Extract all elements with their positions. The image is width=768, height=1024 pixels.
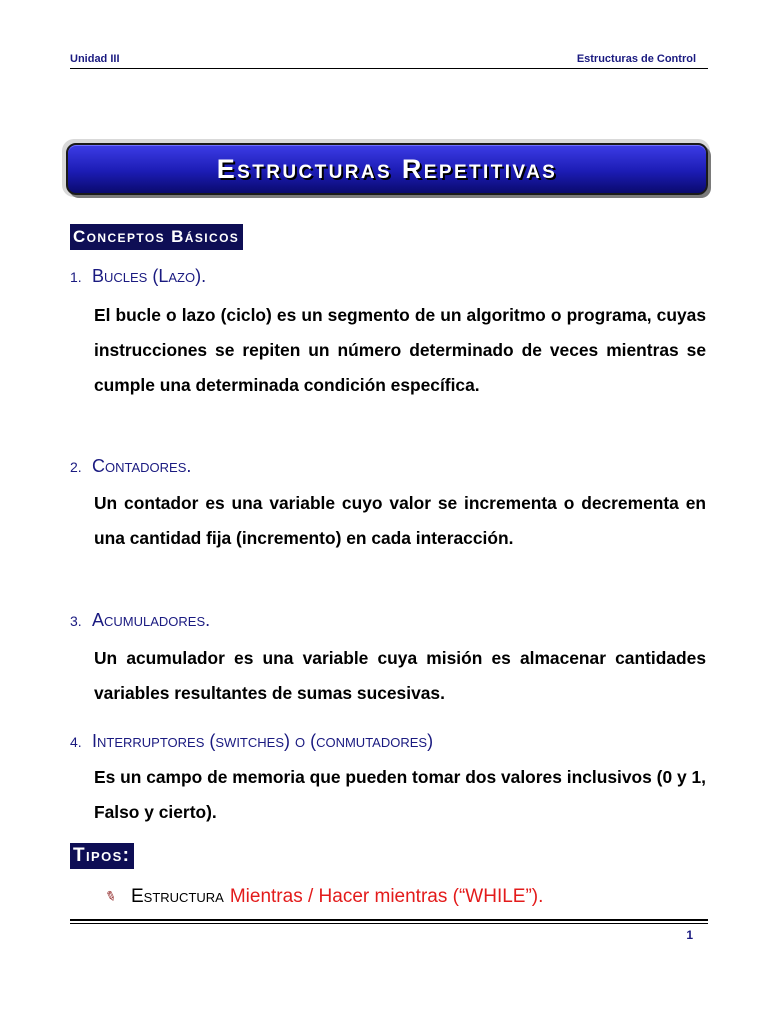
item-title: Interruptores (switches) o (conmutadores) — [92, 731, 434, 751]
page-number: 1 — [686, 928, 693, 942]
type-prefix: Estructura — [131, 886, 224, 907]
item-text-accumulators: Un acumulador es una variable cuya misión es almacenar cantidades variables resultantes de sumas sucesivas. — [94, 648, 706, 703]
item-number: 4. — [70, 734, 82, 750]
page-title: Estructuras Repetitivas — [216, 153, 558, 184]
title-banner — [66, 143, 708, 195]
section-basic-concepts: Conceptos Básicos — [70, 224, 243, 250]
item-title: Contadores. — [92, 456, 192, 476]
section-types: Tipos: — [70, 843, 134, 869]
header-subject: Estructuras de Control — [576, 53, 696, 65]
item-heading-loops — [70, 266, 206, 287]
item-number: 3. — [70, 613, 82, 629]
item-heading-counters — [70, 456, 191, 477]
type-while-line — [105, 886, 543, 908]
footer-divider-thin — [70, 923, 708, 924]
item-title: Bucles (Lazo). — [92, 266, 207, 286]
item-text-switches: Es un campo de memoria que pueden tomar dos valores inclusivos (0 y 1, Falso y cierto). — [94, 767, 706, 822]
item-title: Acumuladores. — [92, 610, 211, 630]
pencil-bullet-icon: ✎ — [103, 887, 119, 906]
item-text-counters: Un contador es una variable cuyo valor se incrementa o decrementa en una cantidad fija (incremento) en cada interacción. — [94, 493, 706, 548]
item-number: 1. — [70, 269, 82, 285]
header-unit: Unidad III — [70, 53, 120, 65]
footer-divider — [70, 919, 708, 921]
item-text-loops: El bucle o lazo (ciclo) es un segmento de un algoritmo o programa, cuyas instrucciones se repiten un número determinado de veces mientras se cumple una determinada condición específica. — [94, 305, 706, 395]
item-heading-accumulators — [70, 610, 210, 631]
header-divider — [70, 68, 708, 69]
item-number: 2. — [70, 459, 82, 475]
item-heading-switches — [70, 731, 433, 752]
type-while-title: Mientras / Hacer mientras (“WHILE”). — [229, 886, 544, 907]
